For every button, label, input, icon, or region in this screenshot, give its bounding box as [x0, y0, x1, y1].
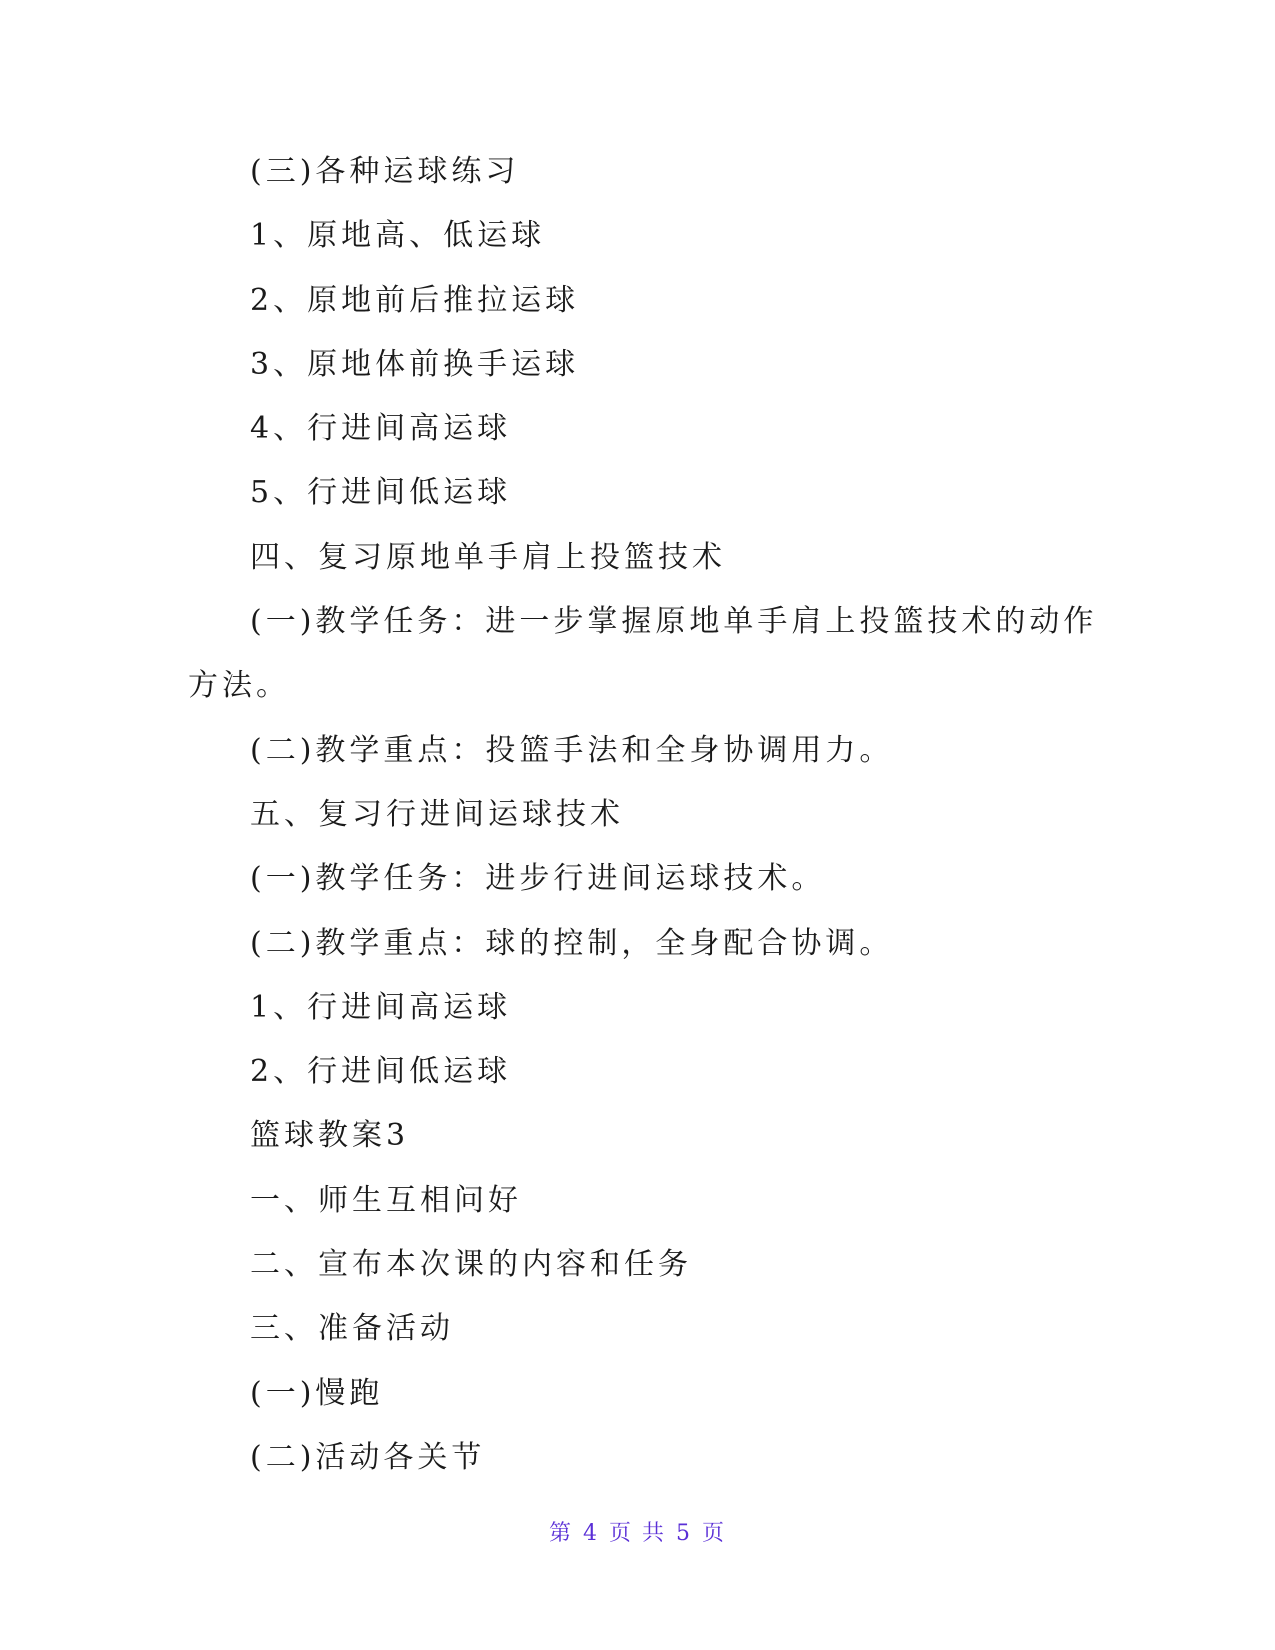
- text-line: 3、原地体前换手运球: [250, 346, 580, 382]
- text-line: 5、行进间低运球: [250, 475, 512, 511]
- page-footer: [0, 1516, 1275, 1547]
- text-line-continuation: 方法。: [188, 668, 290, 704]
- footer-total-pages: 5: [676, 1521, 692, 1546]
- section-heading: 四、复习原地单手肩上投篮技术: [250, 539, 726, 575]
- section-heading: 五、复习行进间运球技术: [250, 796, 624, 832]
- text-line: (一)慢跑: [250, 1375, 384, 1411]
- text-line: 1、行进间高运球: [250, 989, 512, 1025]
- section-heading: 三、准备活动: [250, 1311, 454, 1347]
- text-line: (三)各种运球练习: [250, 154, 520, 189]
- text-line: (二)教学重点：球的控制，全身配合协调。: [250, 925, 894, 961]
- text-line: 4、行进间高运球: [250, 411, 512, 447]
- section-heading: 二、宣布本次课的内容和任务: [250, 1247, 692, 1283]
- footer-mid: 页 共: [609, 1521, 666, 1546]
- document-title: 篮球教案3: [250, 1118, 410, 1154]
- footer-prefix: 第: [548, 1521, 573, 1546]
- text-line: (一)教学任务：进步行进间运球技术。: [250, 861, 826, 897]
- footer-suffix: 页: [702, 1521, 727, 1546]
- text-line: 1、原地高、低运球: [250, 218, 546, 254]
- text-line: (一)教学任务：进一步掌握原地单手肩上投篮技术的动作: [250, 604, 1098, 640]
- text-line: 2、原地前后推拉运球: [250, 282, 580, 318]
- text-line: (二)教学重点：投篮手法和全身协调用力。: [250, 732, 894, 768]
- document-body: [188, 140, 1098, 1490]
- text-line: 2、行进间低运球: [250, 1054, 512, 1090]
- section-heading: 一、师生互相问好: [250, 1182, 522, 1218]
- text-line: (二)活动各关节: [250, 1439, 486, 1475]
- footer-current-page: 4: [583, 1521, 599, 1546]
